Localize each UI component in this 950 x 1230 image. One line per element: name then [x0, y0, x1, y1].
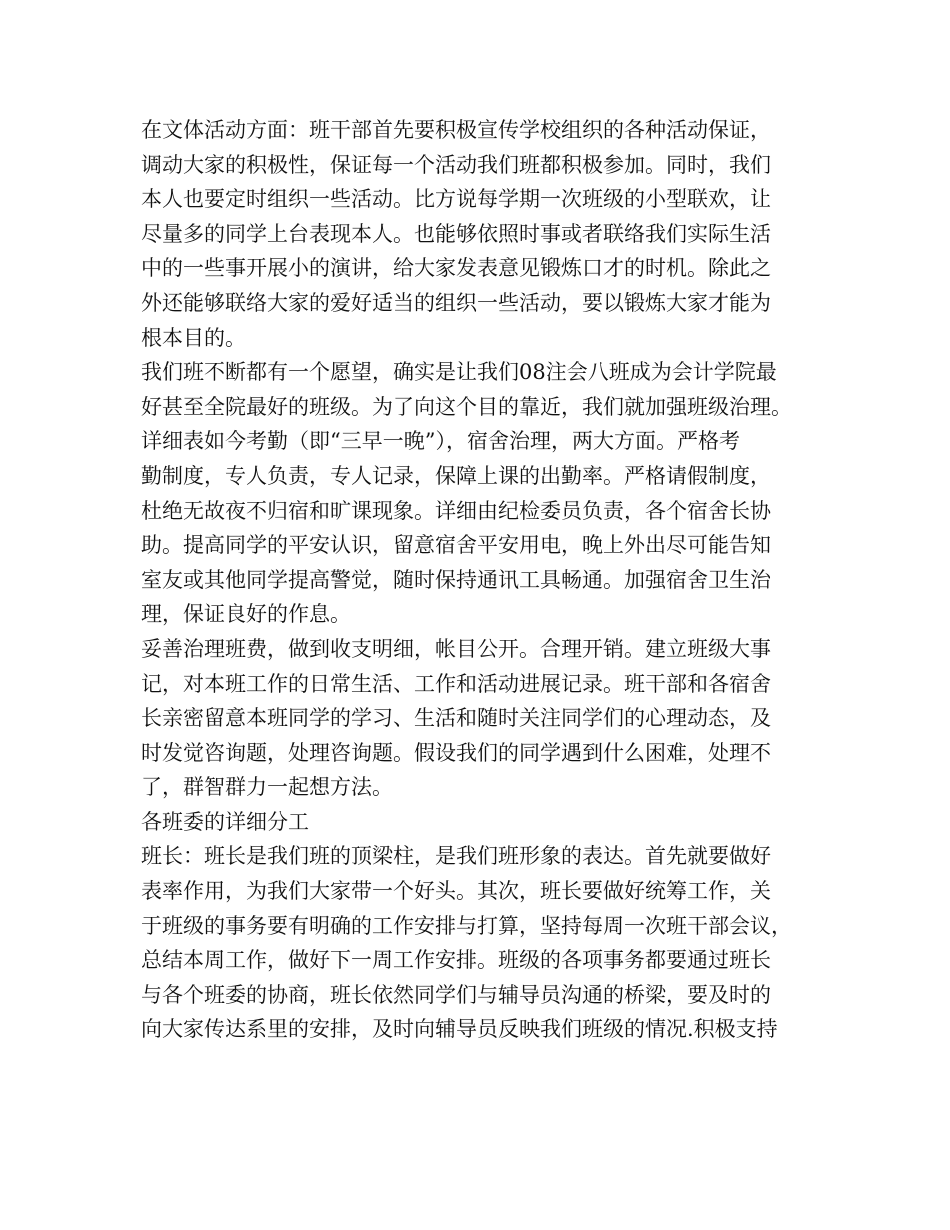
text-line: 记，对本班工作的日常生活、工作和活动进展记录。班干部和各宿舍	[141, 671, 771, 696]
text-line: 根本目的。	[141, 325, 246, 350]
text-line: 助。提高同学的平安认识，留意宿舍平安用电，晚上外出尽可能告知	[141, 533, 771, 558]
text-line: 我们班不断都有一个愿望，确实是让我们08注会八班成为会计学院最	[141, 360, 777, 385]
text-line: 时发觉咨询题，处理咨询题。假设我们的同学遇到什么困难，处理不	[141, 740, 771, 765]
text-line: 室友或其他同学提高警觉，随时保持通讯工具畅通。加强宿舍卫生治	[141, 567, 771, 592]
section-heading: 各班委的详细分工	[141, 809, 309, 834]
text-line: 详细表如今考勤（即“三早一晚”），宿舍治理，两大方面。严格考	[141, 429, 740, 454]
text-line: 本人也要定时组织一些活动。比方说每学期一次班级的小型联欢，让	[141, 187, 771, 212]
text-line: 尽量多的同学上台表现本人。也能够依照时事或者联络我们实际生活	[141, 221, 771, 246]
text-line: 总结本周工作，做好下一周工作安排。班级的各项事务都要通过班长	[141, 948, 771, 973]
text-line: 中的一些事开展小的演讲，给大家发表意见锻炼口才的时机。除此之	[141, 256, 771, 281]
text-line: 好甚至全院最好的班级。为了向这个目的靠近，我们就加强班级治理。	[141, 394, 792, 419]
text-line: 了，群智群力一起想方法。	[141, 775, 393, 800]
text-line: 向大家传达系里的安排，及时向辅导员反映我们班级的情况.积极支持	[141, 1017, 778, 1042]
text-line: 表率作用，为我们大家带一个好头。其次，班长要做好统筹工作，关	[141, 879, 771, 904]
text-line: 妥善治理班费，做到收支明细，帐目公开。合理开销。建立班级大事	[141, 636, 771, 661]
text-line: 外还能够联络大家的爱好适当的组织一些活动，要以锻炼大家才能为	[141, 290, 771, 315]
text-line: 与各个班委的协商，班长依然同学们与辅导员沟通的桥梁，要及时的	[141, 982, 771, 1007]
text-line: 调动大家的积极性，保证每一个活动我们班都积极参加。同时，我们	[141, 152, 771, 177]
text-line: 勤制度，专人负责，专人记录，保障上课的出勤率。严格请假制度，	[141, 463, 771, 488]
text-line: 于班级的事务要有明确的工作安排与打算，坚持每周一次班干部会议，	[141, 913, 792, 938]
text-line: 班长：班长是我们班的顶梁柱，是我们班形象的表达。首先就要做好	[141, 844, 771, 869]
text-line: 在文体活动方面：班干部首先要积极宣传学校组织的各种活动保证，	[141, 118, 771, 142]
text-line: 杜绝无故夜不归宿和旷课现象。详细由纪检委员负责，各个宿舍长协	[141, 498, 771, 523]
body-text	[141, 113, 841, 1047]
text-line: 理，保证良好的作息。	[141, 602, 351, 627]
text-line: 长亲密留意本班同学的学习、生活和随时关注同学们的心理动态，及	[141, 706, 771, 731]
